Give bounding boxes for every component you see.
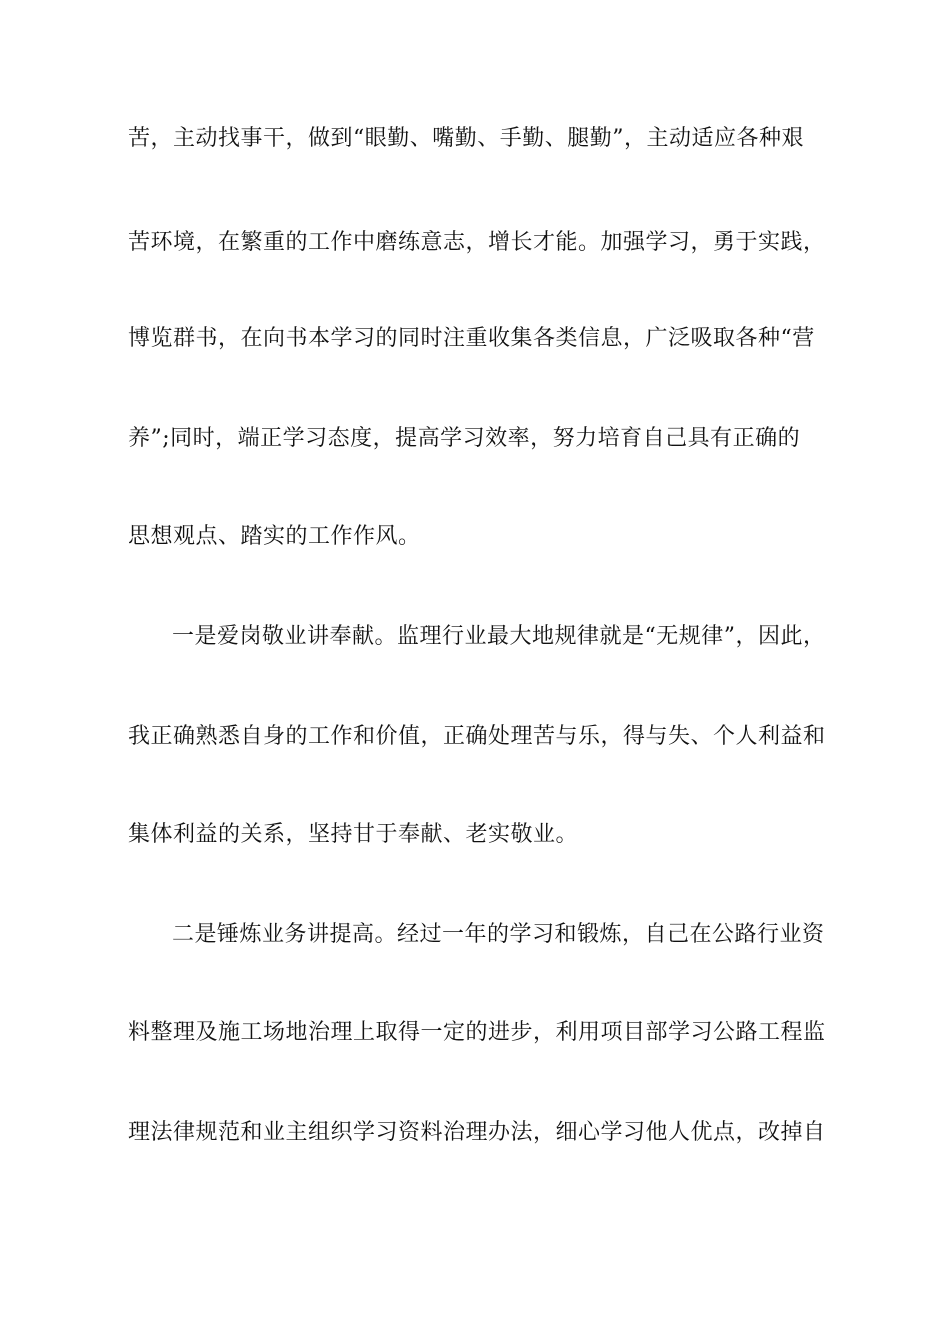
- text-line: 博览群书，在向书本学习的同时注重收集各类信息，广泛吸取各种“营: [128, 326, 815, 351]
- text-line: 思想观点、踏实的工作作风。: [128, 524, 421, 549]
- paragraph-start-line: 二是锤炼业务讲提高。经过一年的学习和锻炼，自己在公路行业资: [172, 922, 825, 947]
- paragraph-start-line: 一是爱岗敬业讲奉献。监理行业最大地规律就是“无规律”，因此，: [172, 624, 826, 649]
- text-line: 养”;同时，端正学习态度，提高学习效率，努力培育自己具有正确的: [128, 426, 801, 451]
- text-line: 料整理及施工场地治理上取得一定的进步，利用项目部学习公路工程监: [128, 1020, 826, 1045]
- text-line: 集体利益的关系，坚持甘于奉献、老实敬业。: [128, 822, 579, 847]
- text-line: 苦，主动找事干，做到“眼勤、嘴勤、手勤、腿勤”，主动适应各种艰: [128, 126, 804, 151]
- text-line: 理法律规范和业主组织学习资料治理办法，细心学习他人优点，改掉自: [128, 1120, 826, 1145]
- text-line: 我正确熟悉自身的工作和价值，正确处理苦与乐，得与失、个人利益和: [128, 724, 826, 749]
- text-line: 苦环境，在繁重的工作中磨练意志，增长才能。加强学习，勇于实践，: [128, 230, 826, 255]
